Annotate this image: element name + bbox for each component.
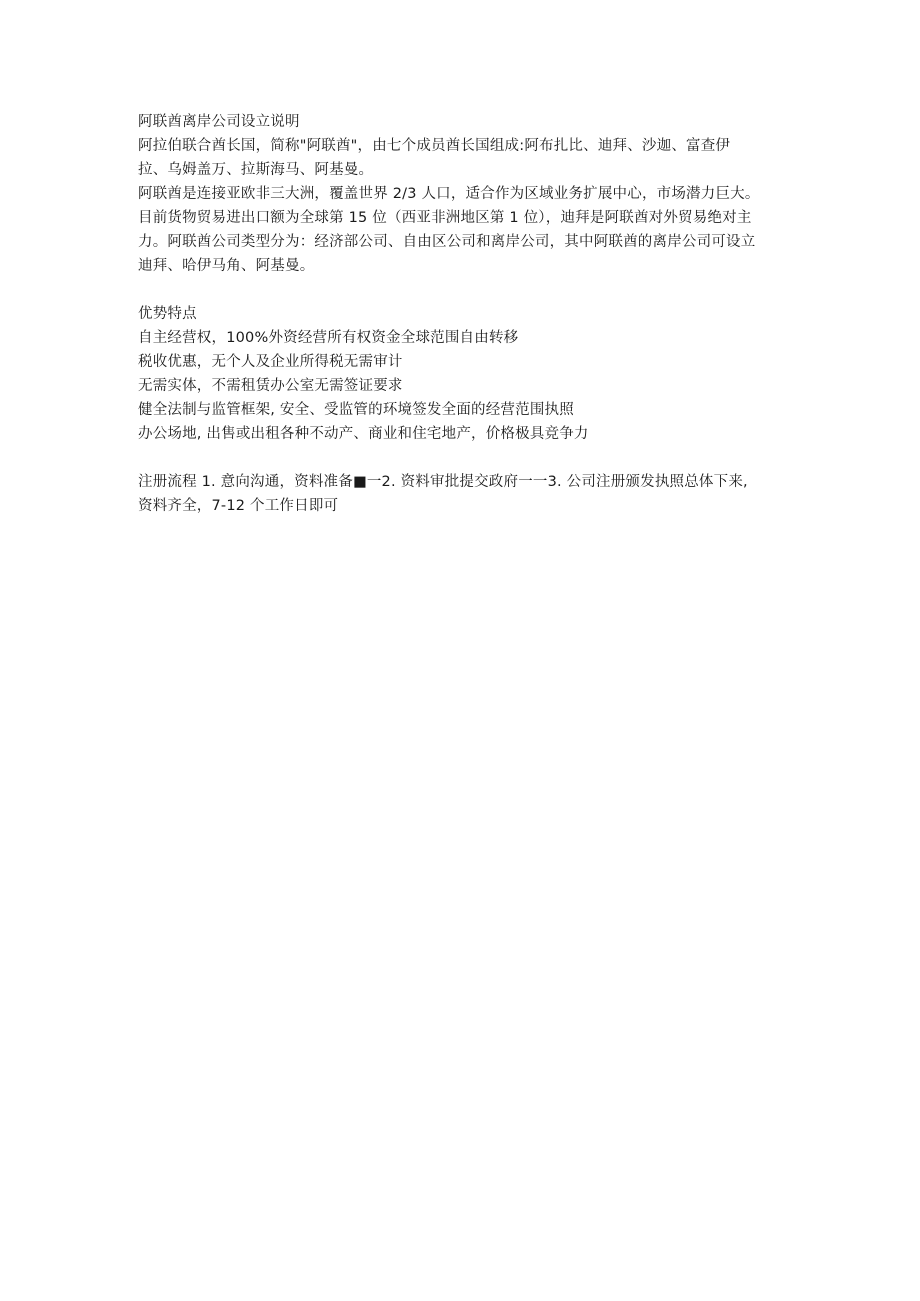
blank-line bbox=[138, 278, 798, 302]
advantage-item: 无需实体，不需租赁办公室无需签证要求 bbox=[138, 378, 403, 394]
text-line: 拉、乌姆盖万、拉斯海马、阿基曼。 bbox=[138, 162, 374, 178]
advantages-section bbox=[138, 302, 798, 446]
text-line: 阿联酋是连接亚欧非三大洲，覆盖世界 2/3 人口，适合作为区域业务扩展中心，市场潜力巨大。 bbox=[138, 186, 760, 202]
process-line: 资料齐全，7-12 个工作日即可 bbox=[138, 498, 339, 514]
document-title: 阿联酋离岸公司设立说明 bbox=[138, 114, 300, 130]
intro-section bbox=[138, 110, 798, 278]
text-line: 力。阿联酋公司类型分为：经济部公司、自由区公司和离岸公司，其中阿联酋的离岸公司可设立 bbox=[138, 234, 756, 250]
advantage-item: 健全法制与监管框架, 安全、受监管的环境签发全面的经营范围执照 bbox=[138, 402, 574, 418]
intro-paragraph-1 bbox=[138, 134, 798, 182]
process-section bbox=[138, 470, 798, 518]
intro-paragraph-2 bbox=[138, 182, 798, 278]
blank-line bbox=[138, 446, 798, 470]
advantage-item: 税收优惠，无个人及企业所得税无需审计 bbox=[138, 354, 403, 370]
advantages-heading: 优势特点 bbox=[138, 306, 197, 322]
document-page bbox=[138, 110, 798, 518]
text-line: 阿拉伯联合酋长国，简称"阿联酋"，由七个成员酋长国组成:阿布扎比、迪拜、沙迦、富查伊 bbox=[138, 138, 731, 154]
text-line: 目前货物贸易进出口额为全球第 15 位（西亚非洲地区第 1 位），迪拜是阿联酋对外贸易绝对主 bbox=[138, 210, 752, 226]
advantage-item: 自主经营权，100%外资经营所有权资金全球范围自由转移 bbox=[138, 330, 519, 346]
text-line: 迪拜、哈伊马角、阿基曼。 bbox=[138, 258, 315, 274]
advantage-item: 办公场地, 出售或出租各种不动产、商业和住宅地产，价格极具竞争力 bbox=[138, 426, 589, 442]
process-line: 注册流程 1. 意向沟通，资料准备■一2. 资料审批提交政府一一3. 公司注册颁发执照总体下来, bbox=[138, 474, 748, 490]
